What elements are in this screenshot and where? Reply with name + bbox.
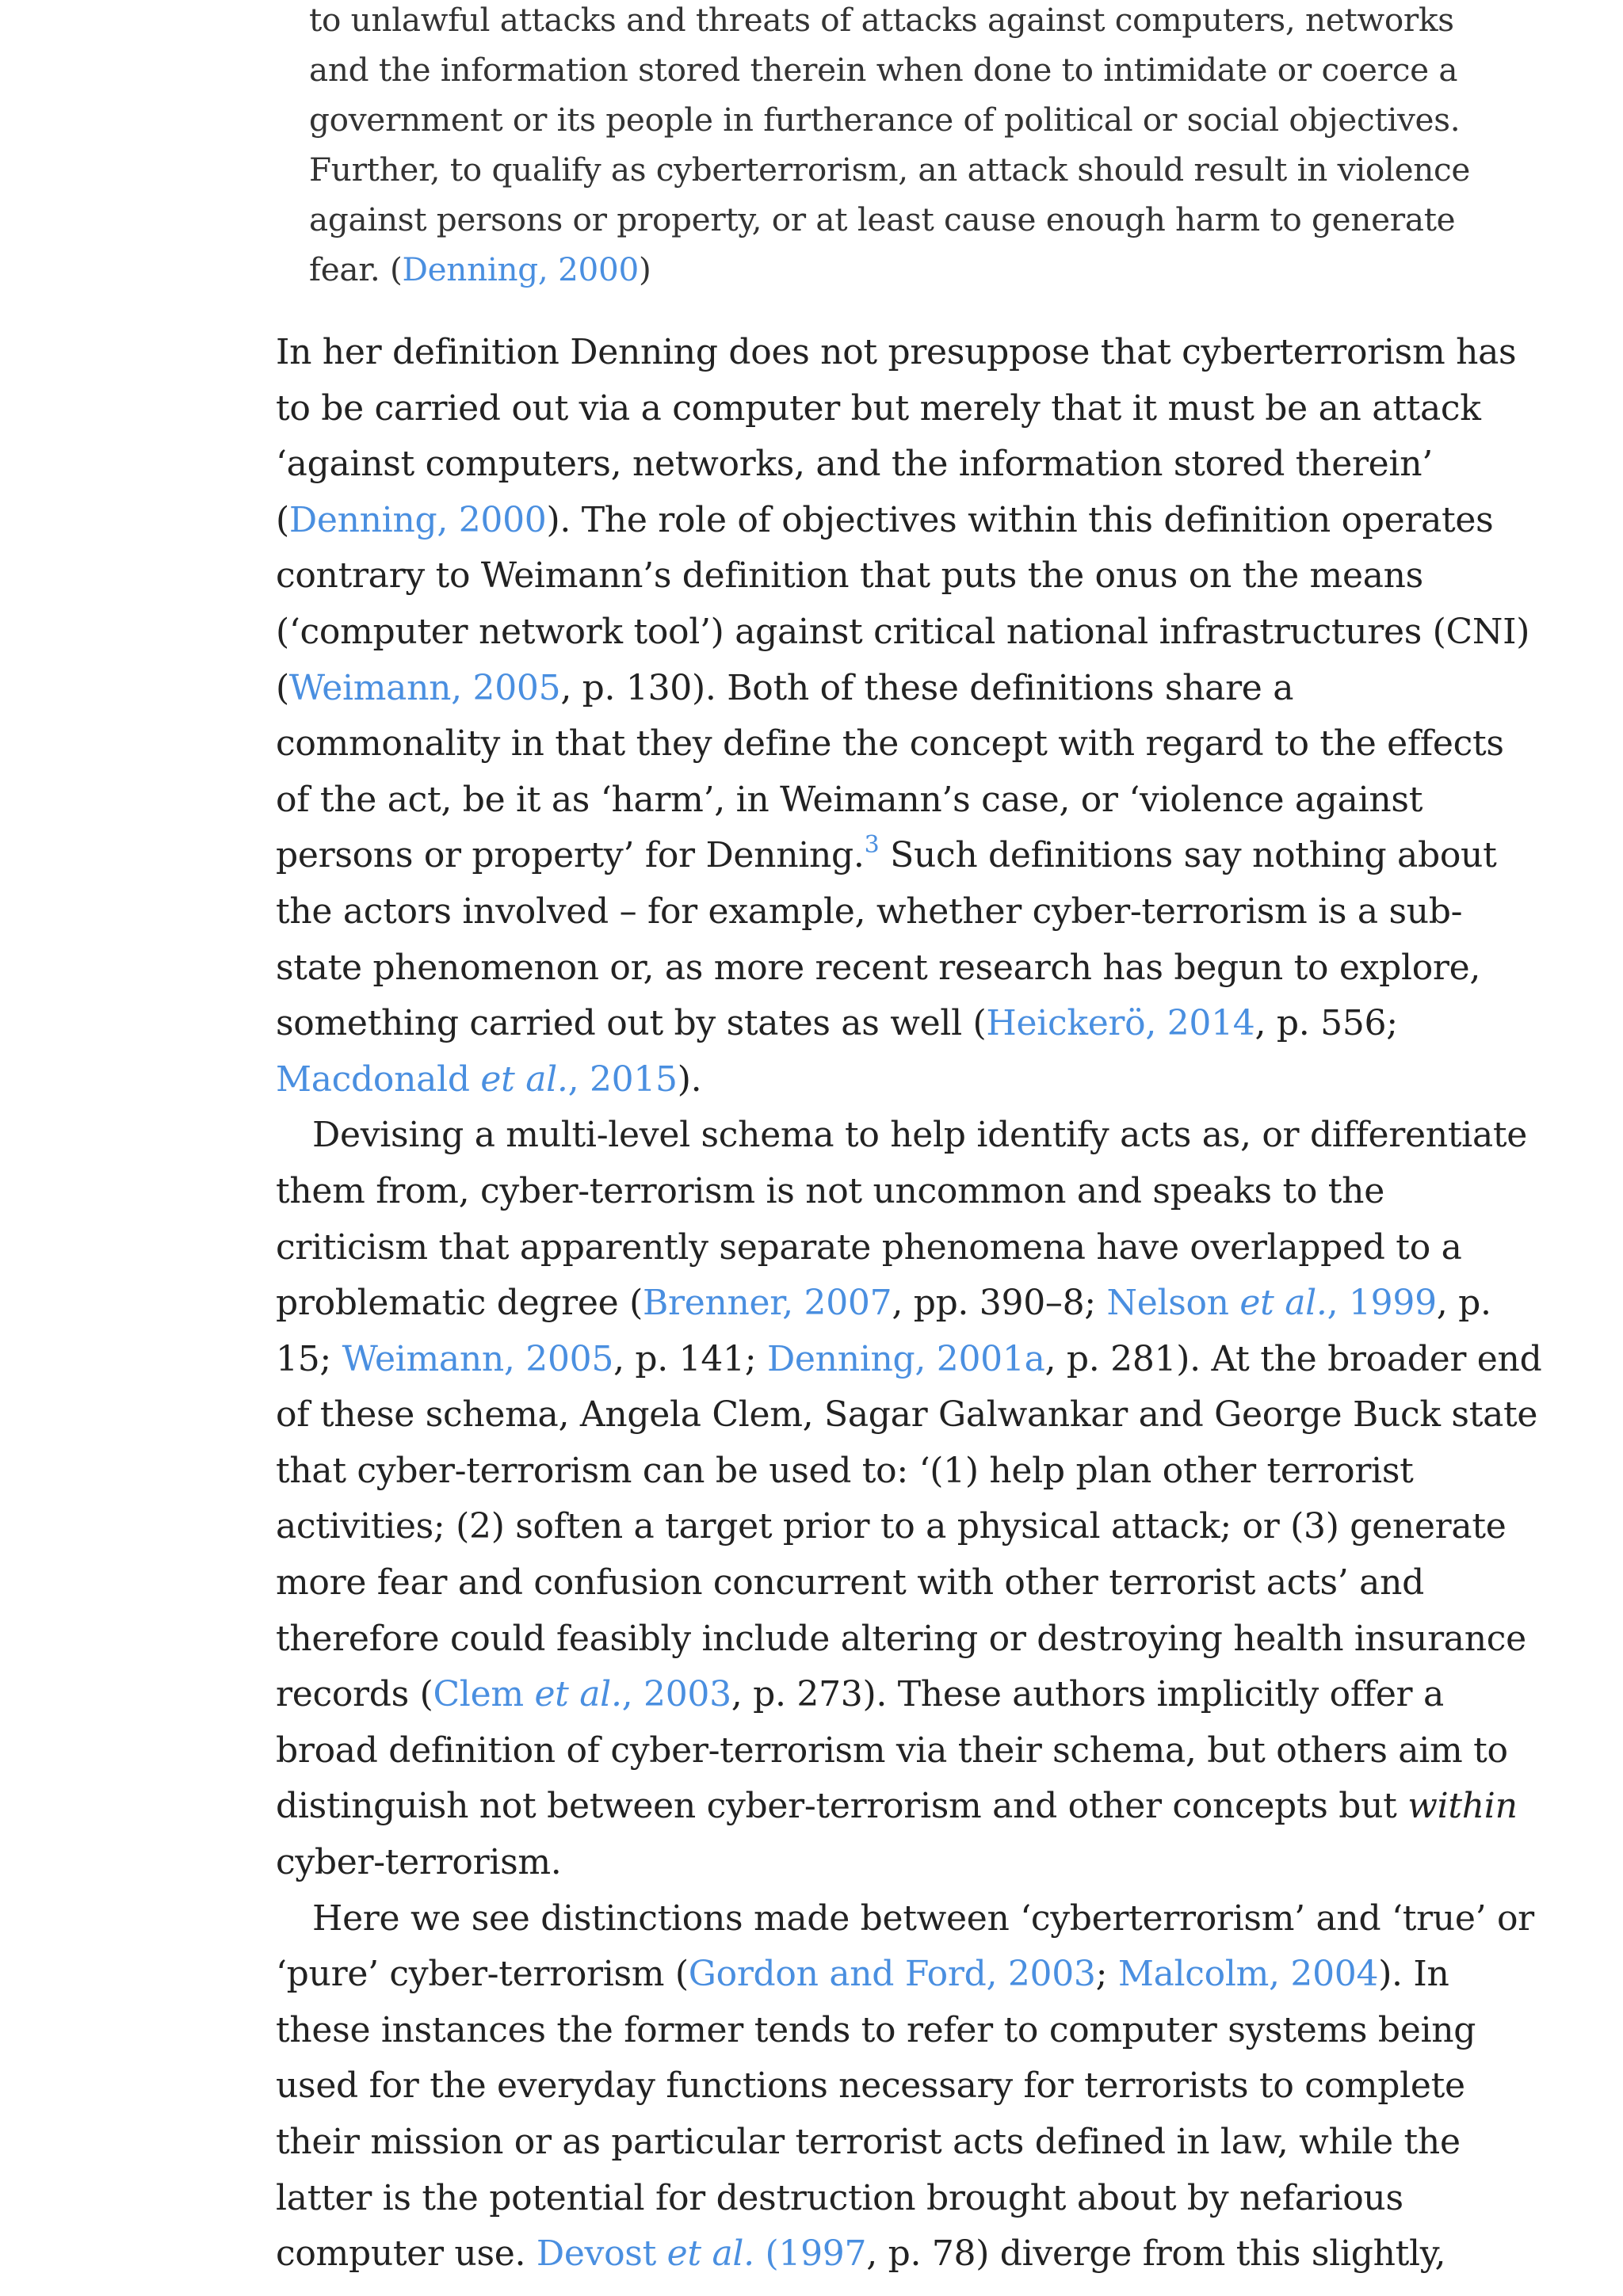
text: , p. 141; (613, 1338, 767, 1379)
quote-line (309, 245, 1355, 295)
text-line: activities; (2) soften a target prior to a physical attack; or (3) generate (276, 1506, 1507, 1547)
emphasis-text: within (1407, 1786, 1518, 1827)
text-line: Here we see distinctions made between ‘cyberterrorism’ and ‘true’ or (312, 1897, 1534, 1939)
text-line: commonality in that they define the concept with regard to the effects (276, 723, 1504, 765)
text-line: contrary to Weimann’s definition that puts the onus on the means (276, 555, 1423, 597)
text-line: their mission or as particular terrorist acts defined in law, while the (276, 2122, 1461, 2162)
text: , pp. 390–8; (892, 1283, 1107, 1324)
text: , p. 78) diverge from this slightly, (866, 2233, 1446, 2275)
text-line: of these schema, Angela Clem, Sagar Galwankar and George Buck state (276, 1394, 1538, 1436)
quote-line: government or its people in furtherance of political or social objectives. (309, 101, 1461, 139)
text: , 2003 (621, 1674, 731, 1715)
text-line (276, 1779, 1518, 1835)
text: , 2015 (567, 1058, 678, 1100)
text-line: ‘against computers, networks, and the information stored therein’ (276, 444, 1433, 485)
citation-link-gordon-ford-2003[interactable]: Gordon and Ford, 2003 (688, 1954, 1096, 1995)
text-line: used for the everyday functions necessary for terrorists to complete (276, 2065, 1465, 2107)
citation-link-devost-1997[interactable] (537, 2233, 866, 2274)
citation-link-weimann-2005[interactable]: Weimann, 2005 (288, 667, 561, 708)
text-line: these instances the former tends to refer to computer systems being (276, 2009, 1476, 2050)
text: , p. 281). At the broader end (1044, 1338, 1542, 1379)
text-line: of the act, be it as ‘harm’, in Weimann’s case, or ‘violence against (276, 779, 1423, 820)
text: ). (677, 1058, 702, 1100)
citation-link-denning-2000[interactable]: Denning, 2000 (402, 250, 639, 288)
citation-link-denning-2001a[interactable]: Denning, 2001a (766, 1338, 1045, 1379)
text: , 1999 (1327, 1283, 1437, 1324)
text-line: broad definition of cyber-terrorism via their schema, but others aim to (276, 1730, 1508, 1771)
text-line: the actors involved – for example, whether cyber-terrorism is a sub- (276, 891, 1463, 932)
text: et al. (666, 2233, 754, 2275)
text: Such definitions say nothing about (879, 835, 1497, 876)
text: (1997 (754, 2233, 867, 2275)
block-quote (276, 0, 1471, 295)
text-line: (‘computer network tool’) against critical national infrastructures (CNI) (276, 611, 1530, 652)
citation-link-malcolm-2004[interactable]: Malcolm, 2004 (1117, 1954, 1379, 1995)
citation-link-macdonald-2015[interactable] (276, 1059, 678, 1100)
text: ( (276, 667, 289, 708)
text-line: therefore could feasibly include altering or destroying health insurance (276, 1618, 1526, 1659)
quote-line: to unlawful attacks and threats of attacks against computers, networks (309, 1, 1454, 39)
text-line: In her definition Denning does not presuppose that cyberterrorism has (276, 332, 1517, 372)
text-line: them from, cyber-terrorism is not uncommon and speaks to the (276, 1170, 1384, 1211)
text: ; (1095, 1954, 1118, 1995)
text-line (276, 1276, 1491, 1332)
text-line: Devising a multi-level schema to help identify acts as, or differentiate (312, 1115, 1528, 1156)
text: fear. ( (309, 250, 403, 288)
text: persons or property’ for Denning. (276, 835, 865, 876)
text-line (276, 996, 1401, 1052)
text-line (276, 2226, 1446, 2283)
text: ). The role of objectives within this definition operates (546, 499, 1494, 540)
text-line: criticism that apparently separate phenomena have overlapped to a (276, 1226, 1462, 1268)
text: ‘pure’ cyber-terrorism ( (276, 1954, 689, 1995)
text-line (276, 661, 1401, 717)
text: Devost (536, 2233, 667, 2275)
text: ( (276, 499, 289, 540)
text-line (276, 493, 1494, 549)
citation-link-clem-2003[interactable] (433, 1674, 731, 1714)
citation-link-heickero-2014[interactable]: Heickerö, 2014 (986, 1003, 1255, 1044)
text-line: cyber-terrorism. (276, 1842, 562, 1883)
quote-line: against persons or property, or at least cause enough harm to generate (309, 200, 1456, 238)
text: problematic degree ( (276, 1283, 643, 1324)
quote-line: and the information stored therein when done to intimidate or coerce a (309, 51, 1458, 89)
paragraph-2 (276, 1108, 1542, 1890)
text-line: to be carried out via a computer but merely that it must be an attack (276, 387, 1481, 429)
text-line: more fear and confusion concurrent with other terrorist acts’ and (276, 1562, 1424, 1604)
text: et al. (1239, 1283, 1327, 1324)
text: , p. 556; (1254, 1003, 1398, 1044)
text-line: state phenomenon or, as more recent research has begun to explore, (276, 947, 1481, 988)
citation-link-nelson-1999[interactable] (1107, 1283, 1437, 1323)
text-line (276, 1947, 1449, 2003)
paragraph-3 (276, 1891, 1534, 2283)
text: Clem (433, 1674, 535, 1715)
text: Nelson (1106, 1283, 1240, 1324)
text: , p. 273). These authors implicitly offer a (731, 1674, 1444, 1715)
citation-link-weimann-2005[interactable]: Weimann, 2005 (342, 1338, 614, 1379)
article-column (276, 0, 1542, 2283)
text: ). In (1378, 1954, 1449, 1995)
citation-link-brenner-2007[interactable]: Brenner, 2007 (642, 1283, 892, 1324)
text-line (276, 1332, 1542, 1388)
footnote-link-3[interactable]: 3 (864, 831, 880, 860)
text-line (276, 1667, 1444, 1723)
text-line (276, 828, 1497, 884)
text-line: that cyber-terrorism can be used to: ‘(1) help plan other terrorist (276, 1450, 1414, 1491)
text: ) (638, 250, 651, 288)
text: 15; (276, 1338, 342, 1379)
text: et al. (534, 1674, 622, 1715)
text: Macdonald (276, 1058, 481, 1100)
text: , p. (1436, 1283, 1491, 1324)
text: et al. (480, 1058, 568, 1100)
text: something carried out by states as well ( (276, 1003, 987, 1044)
quote-line: Further, to qualify as cyberterrorism, an attack should result in violence (309, 151, 1471, 189)
text: computer use. (276, 2233, 537, 2275)
text: records ( (276, 1674, 433, 1715)
citation-link-denning-2000[interactable]: Denning, 2000 (288, 499, 547, 540)
text-line (276, 1052, 1401, 1108)
paragraph-1 (276, 325, 1530, 1108)
text: , p. 130). Both of these definitions share a (560, 667, 1294, 708)
text-line: latter is the potential for destruction brought about by nefarious (276, 2177, 1403, 2218)
text: distinguish not between cyber-terrorism and other concepts but (276, 1786, 1408, 1827)
